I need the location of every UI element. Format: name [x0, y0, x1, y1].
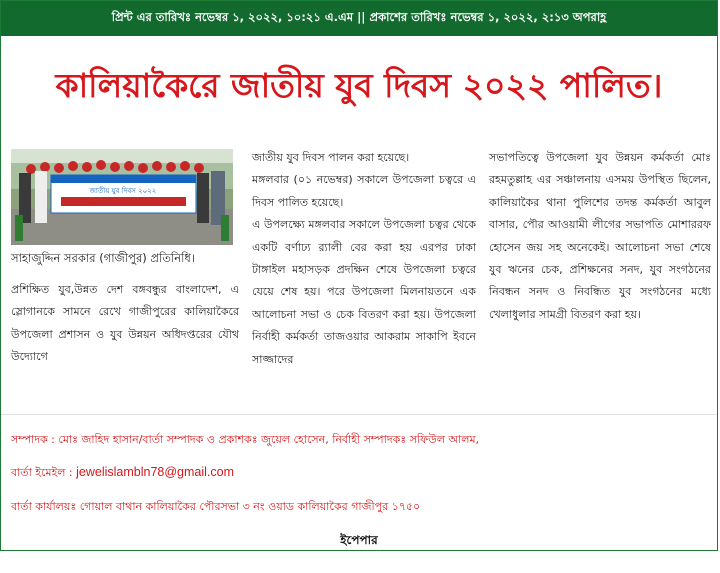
- epaper-brand: ইপেপার: [340, 533, 378, 547]
- headline: কালিয়াকৈরে জাতীয় যুব দিবস ২০২২ পালিত।: [55, 66, 663, 105]
- print-date-text: প্রিন্ট এর তারিখঃ নভেম্বর ১, ২০২২, ১০:২১ এ.এম || প্রকাশের তারিখঃ নভেম্বর ১, ২০২২, ২:১৩ অপরাহ্ণ: [111, 10, 607, 24]
- email-line: [11, 464, 234, 483]
- office-address: বার্তা কার্যালয়ঃ গোয়াল বাথান কালিয়াকৈর পৌরসভা ৩ নং ওয়াড কালিয়াকৈর গাজীপুর ১৭৫০: [11, 500, 421, 513]
- article-paragraph: সভাপতিত্বে উপজেলা যুব উন্নয়ন কর্মকর্তা মোঃ রহমতুল্লাহ এর সঞ্চালনায় এসময় উপস্থিত ছিলেন, কালিয়াকৈর থানা পুলিশের তদন্ত কর্মকর্তা আবুল বাসার, পৌর আওয়ামী লীগের সভাপতি মোশাররফ হোসেন জয় সহ অনেকেই। আলোচনা সভা শেষে যুব ঋনের চেক, প্রশিক্ষনের সনদ, যুব সংগঠনের নিবন্ধন সনদ ও নিবন্ধিত যুব সংগঠনের মধ্যে খেলাধুলার সামগ্রী বিতরণ করা হয়।: [489, 151, 711, 321]
- photo-caption: সাহাজুদ্দিন সরকার (গাজীপুর) প্রতিনিধি।: [11, 251, 195, 265]
- article-paragraph: মঙ্গলবার (০১ নভেম্বর) সকালে উপজেলা চত্বরে এ দিবস পালিত হয়েছে।: [252, 173, 476, 209]
- banner-title: জাতীয় যুব দিবস ২০২২: [89, 187, 157, 195]
- article-paragraph: জাতীয় যুব দিবস পালন করা হয়েছে।: [252, 151, 410, 164]
- article-paragraph: এ উপলক্ষ্যে মঙ্গলবার সকালে উপজেলা চত্বর থেকে একটি বর্ণাঢ্য র‍্যালী বের করা হয় এরপর ঢাকা টাঙ্গাইল মহাসড়ক প্রদক্ষিন শেষে উপজেলা চত্বরে যেয়ে শেষ হয়। পরে উপজেলা মিলনায়তনে এক আলোচনা সভা ও চেক বিতরণ করা হয়। উপজেলা নির্বাহী কর্মকর্তা তাজওয়ার আকরাম সাকাপি ইবনে সাজ্জাদের: [252, 218, 476, 366]
- article-column-1: [11, 279, 239, 369]
- rally-photo-illustration: [11, 149, 233, 245]
- email-link[interactable]: jewelislambln78@gmail.com: [76, 465, 235, 479]
- print-date-bar: [1, 1, 717, 36]
- footer-divider: [1, 414, 717, 415]
- article-paragraph: প্রশিক্ষিত যুব,উন্নত দেশ বঙ্গবন্ধুর বাংলাদেশ, এ স্লোগানকে সামনে রেখে গাজীপুরের কালিয়াকৈরে উপজেলা প্রশাসন ও যুব উন্নয়ন অধিদপ্তরের যৌথ উদ্যোগে: [11, 283, 239, 364]
- article-column-3: [489, 147, 711, 326]
- email-label: বার্তা ইমেইল :: [11, 466, 77, 479]
- editor-line: সম্পাদক : মোঃ জাহিদ হাসান/বার্তা সম্পাদক ও প্রকাশকঃ জুয়েল হোসেন, নির্বাহী সম্পাদকঃ সফিউল আলম,: [11, 433, 480, 446]
- article-column-2: [252, 147, 476, 371]
- news-photo: [11, 149, 233, 245]
